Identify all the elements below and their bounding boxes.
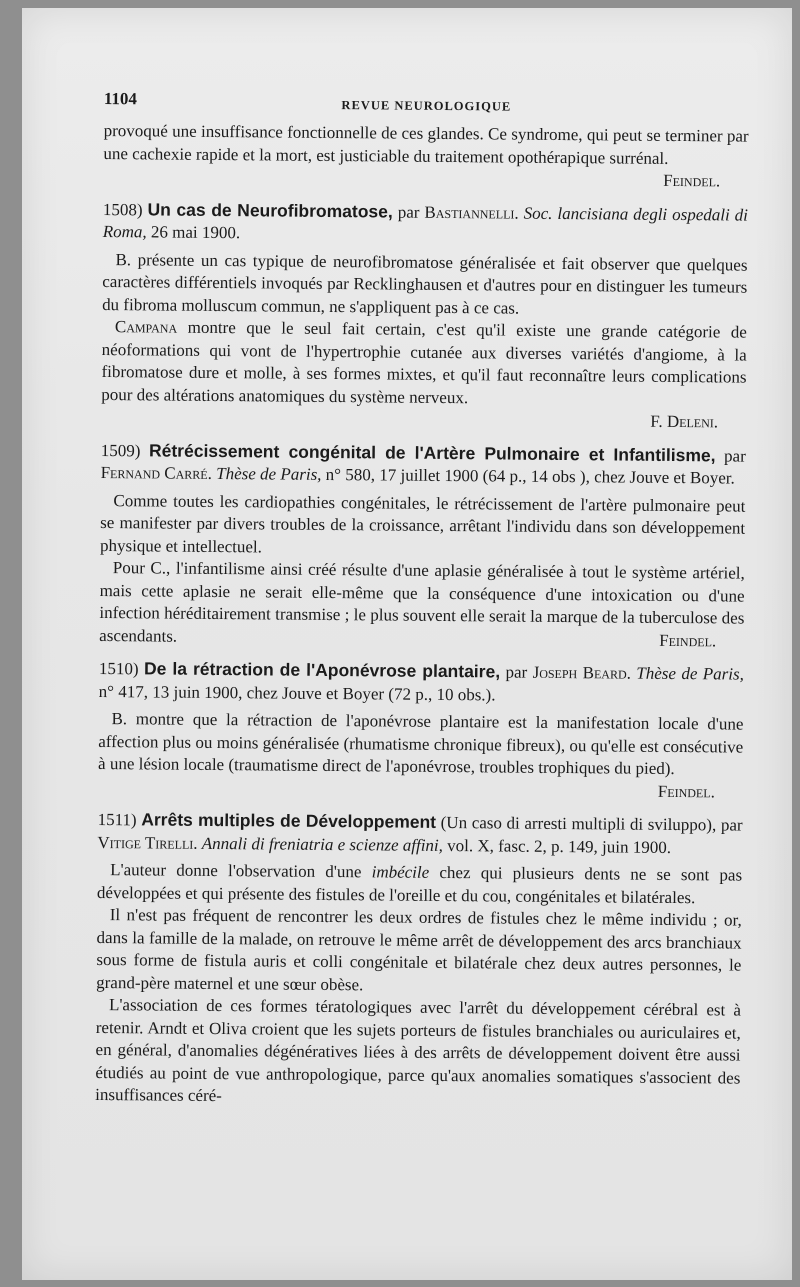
entry-paragraph: Pour C., l'infantilisme ainsi créé résulte d'une aplasie généralisée à tout le système artériel, mais cette aplasie ne serait elle-même que la conséquence d'une intoxication ou d'une infection héréditairement transmise ; le plus souvent elle serait la marque de la tuberculose des ascendants. Feindel. [99,557,745,653]
entry-1511 [95,808,743,1112]
entry-details: n° 417, 13 juin 1900, chez Jouve et Boyer (72 p., 10 obs.). [98,681,496,704]
intro-signature: Feindel. [663,170,721,191]
entry-paragraph: Comme toutes les cardiopathies congénitales, le rétrécissement de l'artère pulmonaire peut se manifester par divers troubles de la croissance, arrêtant l'individu dans son développement physique et intellectuel. [99,490,746,556]
entry-number: 1508) [102,199,143,219]
intro-paragraph: provoqué une insuffisance fonctionnelle de ces glandes. Ce syndrome, qui peut se terminer par une cachexie rapide et la mort, est justiciable du traitement opothérapique surrénal. [103,120,749,168]
entry-paragraph: Campana montre que le seul fait certain, c'est qu'il existe une grande catégorie de néoformations qui vont de l'hypertrophie cutanée aux diverses variétés d'angiome, à la fibromatose dure et molle, à ses formes mixtes, et qu'il faut reconnaître leurs complications pour des altérations anatomiques du système nerveux. [101,317,747,407]
entry-paragraph: L'association de ces formes tératologiques avec l'arrêt du développement cérébral est à retenir. Arndt et Oliva croient que les sujets porteurs de fistules branchiales ou auriculaires et, en général, d'anomalies dégénératives liées à des arrêts de développement doivent être aussi étudiés au point de vue anthropologique, parce qu'aux anomalies somatiques s'associent des insuffisances céré- [95,995,742,1106]
entry-author: Vitige Tirelli. [97,832,198,853]
entry-details: vol. X, fasc. 2, p. 149, juin 1900. [447,835,672,857]
entry-1510 [98,657,744,804]
entry-title: De la rétraction de l'Aponévrose plantaire, [143,658,501,682]
entry-author: Fernand Carré. [100,462,213,483]
entry-author: Joseph Beard. [532,662,632,683]
entry-by: par [505,662,528,682]
running-header [104,88,749,126]
entry-heading [103,197,748,249]
entry-1509 [99,438,746,652]
entry-by: par [397,202,420,222]
entry-by: par [724,445,746,466]
journal-title: REVUE NEUROLOGIQUE [341,98,512,114]
entry-signature: F. Deleni. [650,411,719,432]
entry-source: Annali di freniatria e scienze affini, [201,833,444,855]
page-number: 1104 [103,88,138,109]
page-content [95,88,749,1112]
entry-paragraph: L'auteur donne l'observation d'une imbécile chez qui plusieurs dents ne se sont pas développées et qui présente des fistules de l'oreille et du cou, congénitales et bilatérales. [96,860,743,907]
emphasis: imbécile [371,862,430,882]
entry-source: Soc. lancisiana degli ospedali di Roma, [102,203,749,242]
entry-number: 1510) [98,658,139,679]
entry-heading [99,657,744,709]
entry-details: n° 580, 17 juillet 1900 (64 p., 14 obs ), chez Jouve et Boyer. [325,464,735,488]
entry-by: par [720,815,743,835]
entry-heading [97,808,742,860]
entry-paragraph: Il n'est pas fréquent de rencontrer les deux ordres de fistules chez le même individu ; or, dans la famille de la malade, on retrouve le même arrêt de développement des arcs branchiaux sous forme de fistula auris et colli congénitale et bilatérale chez deux autres personnes, le grand-père maternel et une sœur obèse. [96,905,742,994]
entry-date: 26 mai 1900. [150,222,241,243]
entry-number: 1511) [97,809,137,830]
entry-number: 1509) [100,440,141,460]
entry-title: Arrêts multiples de Développement [141,809,437,832]
entry-paragraph: B. montre que la rétraction de l'aponévrose plantaire est la manifestation locale d'une affection plus ou moins généralisée (rhumatisme chronique fibreux), ou qu'elle est consécutive à une lésion locale (traumatisme direct de l'aponévrose, troubles trophiques du pied). Feindel. [98,708,744,804]
entry-subtitle: (Un caso di arresti multipli di sviluppo), [440,812,717,835]
entry-source: Thèse de Paris, [216,463,322,484]
entry-title: Un cas de Neurofibromatose, [147,198,393,222]
scanned-page [22,8,792,1280]
entry-heading [101,438,746,490]
entry-signature: Feindel. [659,630,717,650]
entry-paragraph: B. présente un cas typique de neurofibromatose généralisée et fait observer que quelques caractères différentiels invoqués par Recklinghausen et d'autres pour en distinguer les tumeurs du fibroma molluscum commun, ne s'appliquent pas à ce cas. [102,249,748,318]
entry-title: Rétrécissement congénital de l'Artère Pulmonaire et Infantilisme, [148,439,716,465]
entry-1508 [101,197,748,434]
entry-source: Thèse de Paris, [636,663,745,684]
cited-author: Campana [114,317,178,337]
entry-author: Bastiannelli. [424,202,519,223]
entry-signature: Feindel. [657,781,715,801]
